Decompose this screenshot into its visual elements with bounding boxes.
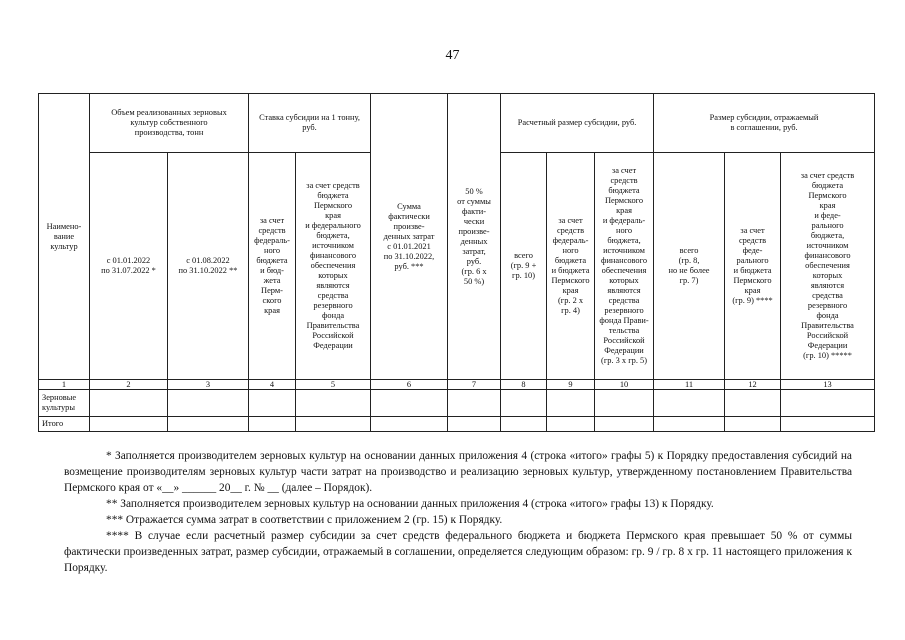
table-cell — [654, 390, 725, 417]
row-label-grain: Зерновые культуры — [39, 390, 90, 417]
column-number: 12 — [725, 380, 781, 390]
table-cell — [547, 417, 595, 432]
column-number: 5 — [296, 380, 371, 390]
table-cell — [547, 390, 595, 417]
table-cell — [249, 417, 296, 432]
footnote-2: ** Заполняется производителем зерновых культур на основании данных приложения 4 (строка «итого» графы 13) к Порядку. — [106, 498, 714, 510]
column-number: 13 — [781, 380, 875, 390]
header-rate: Ставка субсидии на 1 тонну, руб. — [249, 94, 371, 153]
header-volume: Объем реализованных зерновых культур собственного производства, тонн — [90, 94, 249, 153]
table-cell — [371, 390, 448, 417]
footnotes — [64, 448, 852, 576]
column-number: 2 — [90, 380, 168, 390]
subheader-rate-reserve: за счет средств бюджета Пермского края и федерального бюджета, источником финансового обеспечения которых являются средства резервного фонда Правительства Российской Федерации — [296, 153, 371, 380]
footnote-4: **** В случае если расчетный размер субсидии за счет средств федерального бюджета и бюджета Пермского края превышает 50 % от суммы фактически произведенных затрат, размер субсидии, отражаемый в соглашении, определяется следующим образом: гр. 9 / гр. 8 х гр. 11 настоящего приложения к Порядку. — [64, 530, 852, 574]
table-cell — [168, 417, 249, 432]
column-number: 7 — [448, 380, 501, 390]
subheader-rate-federal: за счет средств федераль- ного бюджета и бюд- жета Перм- ского края — [249, 153, 296, 380]
table-cell — [595, 417, 654, 432]
subheader-volume-1: с 01.01.2022 по 31.07.2022 * — [90, 153, 168, 380]
column-number: 9 — [547, 380, 595, 390]
table-cell — [90, 390, 168, 417]
subheader-agreement-reserve: за счет средств бюджета Пермского края и феде- рального бюджета, источником финансового обеспечения которых являются средства резервного фонда Правительства Российской Федерации (гр. 10) ***** — [781, 153, 875, 380]
page-number: 47 — [445, 48, 460, 63]
table-cell — [781, 417, 875, 432]
column-number: 3 — [168, 380, 249, 390]
table-cell — [371, 417, 448, 432]
header-fifty-percent: 50 % от суммы факти- чески произве- денных затрат, руб. (гр. 6 х 50 %) — [448, 94, 501, 380]
subheader-agreement-federal: за счет средств феде- рального и бюджета Пермского края (гр. 9) **** — [725, 153, 781, 380]
table-cell — [90, 417, 168, 432]
header-crop-name: Наимено- вание культур — [39, 94, 90, 380]
table-cell — [725, 417, 781, 432]
column-number: 1 — [39, 380, 90, 390]
column-number: 11 — [654, 380, 725, 390]
table-cell — [781, 390, 875, 417]
header-actual-costs: Сумма фактически произве- денных затрат с 01.01.2021 по 31.10.2022, руб. *** — [371, 94, 448, 380]
subheader-calc-total: всего (гр. 9 + гр. 10) — [501, 153, 547, 380]
table-cell — [448, 417, 501, 432]
header-agreement-subsidy: Размер субсидии, отражаемый в соглашении, руб. — [654, 94, 875, 153]
table-cell — [168, 390, 249, 417]
footnote-1: * Заполняется производителем зерновых культур на основании данных приложения 4 (строка «итого» графы 5) к Порядку предоставления субсидий на возмещение производителям зерновых культур части затрат на производство и реализацию зерновых культур, утвержденному постановлением Правительства Пермского края от «__» ______ 20__ г. № __ (далее – Порядок). — [64, 450, 852, 494]
table-cell — [448, 390, 501, 417]
subsidy-table — [38, 93, 875, 432]
subheader-agreement-total: всего (гр. 8, но не более гр. 7) — [654, 153, 725, 380]
column-number: 8 — [501, 380, 547, 390]
subheader-calc-reserve: за счет средств бюджета Пермского края и федераль- ного бюджета, источником финансового обеспечения которых являются средства резервного фонда Прави- тельства Российской Федерации (гр. 3 х гр. 5) — [595, 153, 654, 380]
subheader-calc-federal: за счет средств федераль- ного бюджета и бюджета Пермского края (гр. 2 х гр. 4) — [547, 153, 595, 380]
row-label-total: Итого — [39, 417, 90, 432]
column-number-row — [39, 380, 875, 390]
column-number: 4 — [249, 380, 296, 390]
table-cell — [296, 417, 371, 432]
table-cell — [725, 390, 781, 417]
table-cell — [296, 390, 371, 417]
column-number: 6 — [371, 380, 448, 390]
header-calc-subsidy: Расчетный размер субсидии, руб. — [501, 94, 654, 153]
footnote-3: *** Отражается сумма затрат в соответствии с приложением 2 (гр. 15) к Порядку. — [106, 514, 503, 526]
subheader-volume-2: с 01.08.2022 по 31.10.2022 ** — [168, 153, 249, 380]
table-row — [39, 390, 875, 417]
column-number: 10 — [595, 380, 654, 390]
table-cell — [654, 417, 725, 432]
table-cell — [501, 417, 547, 432]
table-row — [39, 417, 875, 432]
table-cell — [249, 390, 296, 417]
table-cell — [595, 390, 654, 417]
table-cell — [501, 390, 547, 417]
